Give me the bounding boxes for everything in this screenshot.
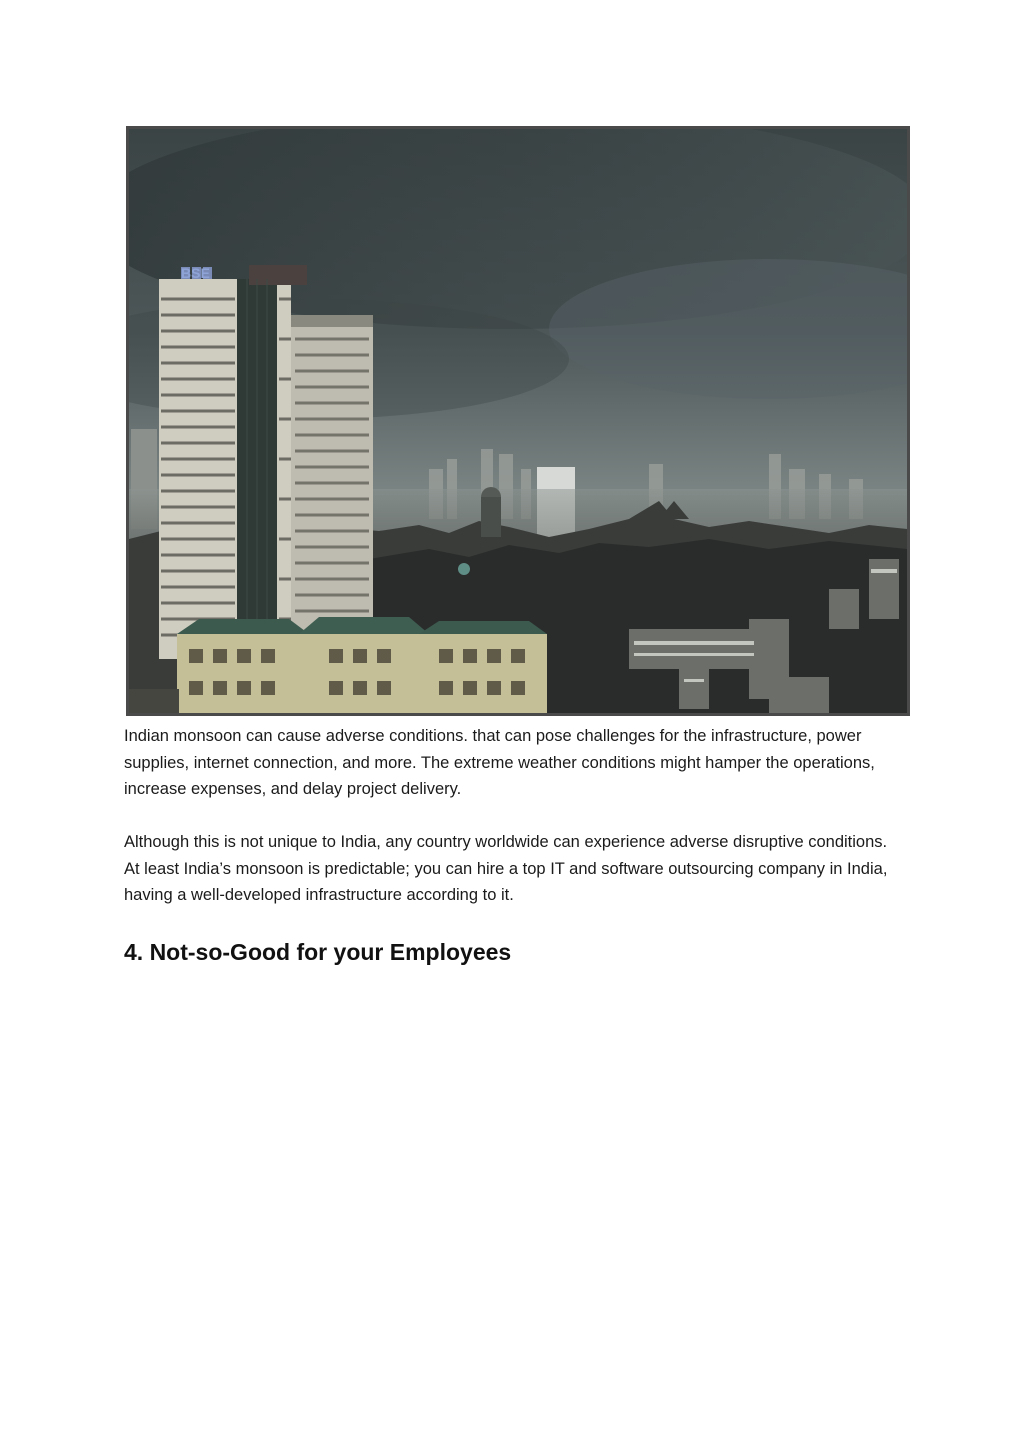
paragraph-monsoon-conditions: Indian monsoon can cause adverse conditions. that can pose challenges for the infrastructure, power supplies, internet connection, and more. The extreme weather conditions might hamper the operations, increase expenses, and delay project delivery. — [124, 727, 875, 798]
section-heading: 4. Not-so-Good for your Employees — [124, 939, 512, 965]
monsoon-city-photo — [126, 126, 910, 716]
tower-sign: BSE — [181, 265, 210, 281]
city-skyline-illustration — [129, 129, 907, 713]
paragraph-predictable-monsoon: Although this is not unique to India, any country worldwide can experience adverse disruptive conditions. At least India’s monsoon is predictable; you can hire a top IT and software outsourcing company in India, having a well-developed infrastructure according to it. — [124, 833, 888, 904]
